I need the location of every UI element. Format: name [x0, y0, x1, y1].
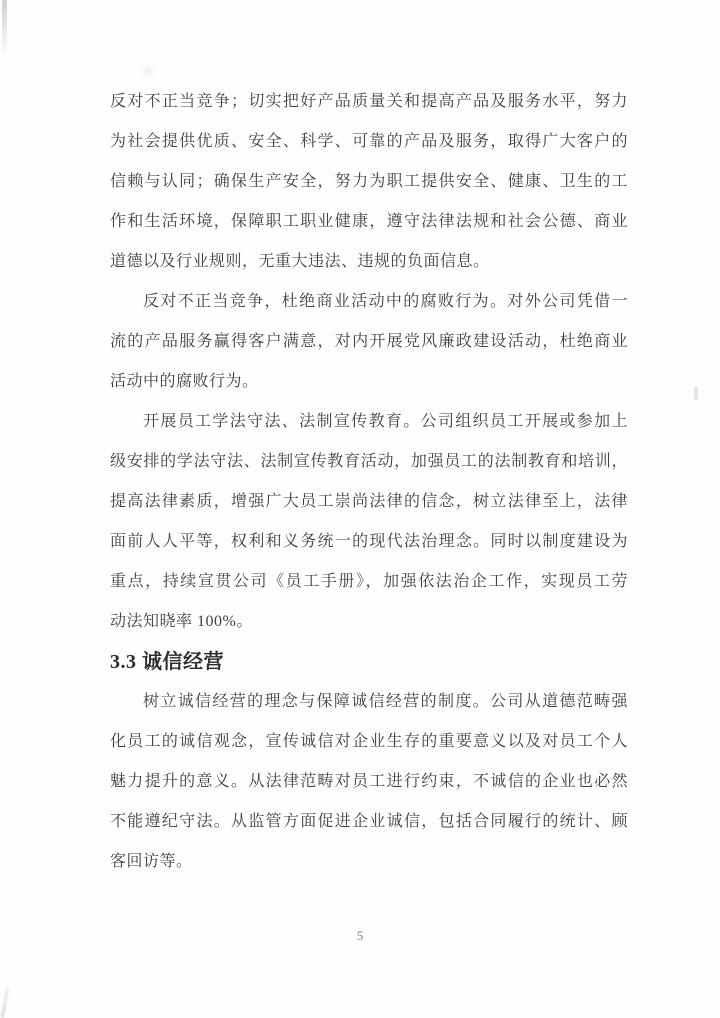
scan-artifact-top-left-crease	[2, 0, 7, 56]
scan-artifact-smudge	[138, 63, 158, 78]
text-line: 作和生活环境，保障职工职业健康，遵守法律法规和社会公德、商业	[110, 213, 628, 230]
text-line: 反对不正当竞争，杜绝商业活动中的腐败行为。对外公司凭借一	[143, 293, 628, 310]
text-line: 面前人人平等，权利和义务统一的现代法治理念。同时以制度建设为	[110, 533, 628, 550]
text-line: 重点，持续宣贯公司《员工手册》，加强依法治企工作，实现员工劳	[110, 573, 628, 590]
text-line: 化员工的诚信观念，宣传诚信对企业生存的重要意义以及对员工个人	[110, 733, 628, 750]
text-line: 级安排的学法守法、法制宣传教育活动，加强员工的法制教育和培训，	[110, 453, 628, 470]
paragraph	[110, 402, 628, 642]
text-line: 提高法律素质，增强广大员工崇尚法律的信念，树立法律至上，法律	[110, 493, 628, 510]
paragraph	[110, 282, 628, 402]
scan-artifact-bottom-left-crease	[0, 986, 9, 1018]
scan-artifact-right-edge-mark	[694, 387, 698, 400]
text-line: 信赖与认同；确保生产安全，努力为职工提供安全、健康、卫生的工	[110, 173, 628, 190]
text-line: 活动中的腐败行为。	[110, 373, 259, 390]
paragraph	[110, 682, 628, 882]
text-line: 反对不正当竞争；切实把好产品质量关和提高产品及服务水平，努力	[110, 93, 628, 110]
page-number: 5	[356, 928, 364, 943]
section-heading: 3.3 诚信经营	[110, 651, 224, 673]
paragraph	[110, 82, 628, 282]
text-block	[110, 82, 628, 882]
text-line: 不能遵纪守法。从监管方面促进企业诚信，包括合同履行的统计、顾	[110, 813, 628, 830]
text-line: 魅力提升的意义。从法律范畴对员工进行约束，不诚信的企业也必然	[110, 773, 628, 790]
text-line: 树立诚信经营的理念与保障诚信经营的制度。公司从道德范畴强	[143, 693, 628, 710]
text-line: 道德以及行业规则，无重大违法、违规的负面信息。	[110, 253, 490, 270]
text-line: 为社会提供优质、安全、科学、可靠的产品及服务，取得广大客户的	[110, 133, 628, 150]
text-line: 开展员工学法守法、法制宣传教育。公司组织员工开展或参加上	[143, 413, 628, 430]
text-line: 流的产品服务赢得客户满意，对内开展党风廉政建设活动，杜绝商业	[110, 333, 628, 350]
text-line: 客回访等。	[110, 853, 193, 870]
text-line: 动法知晓率 100%。	[110, 613, 253, 630]
